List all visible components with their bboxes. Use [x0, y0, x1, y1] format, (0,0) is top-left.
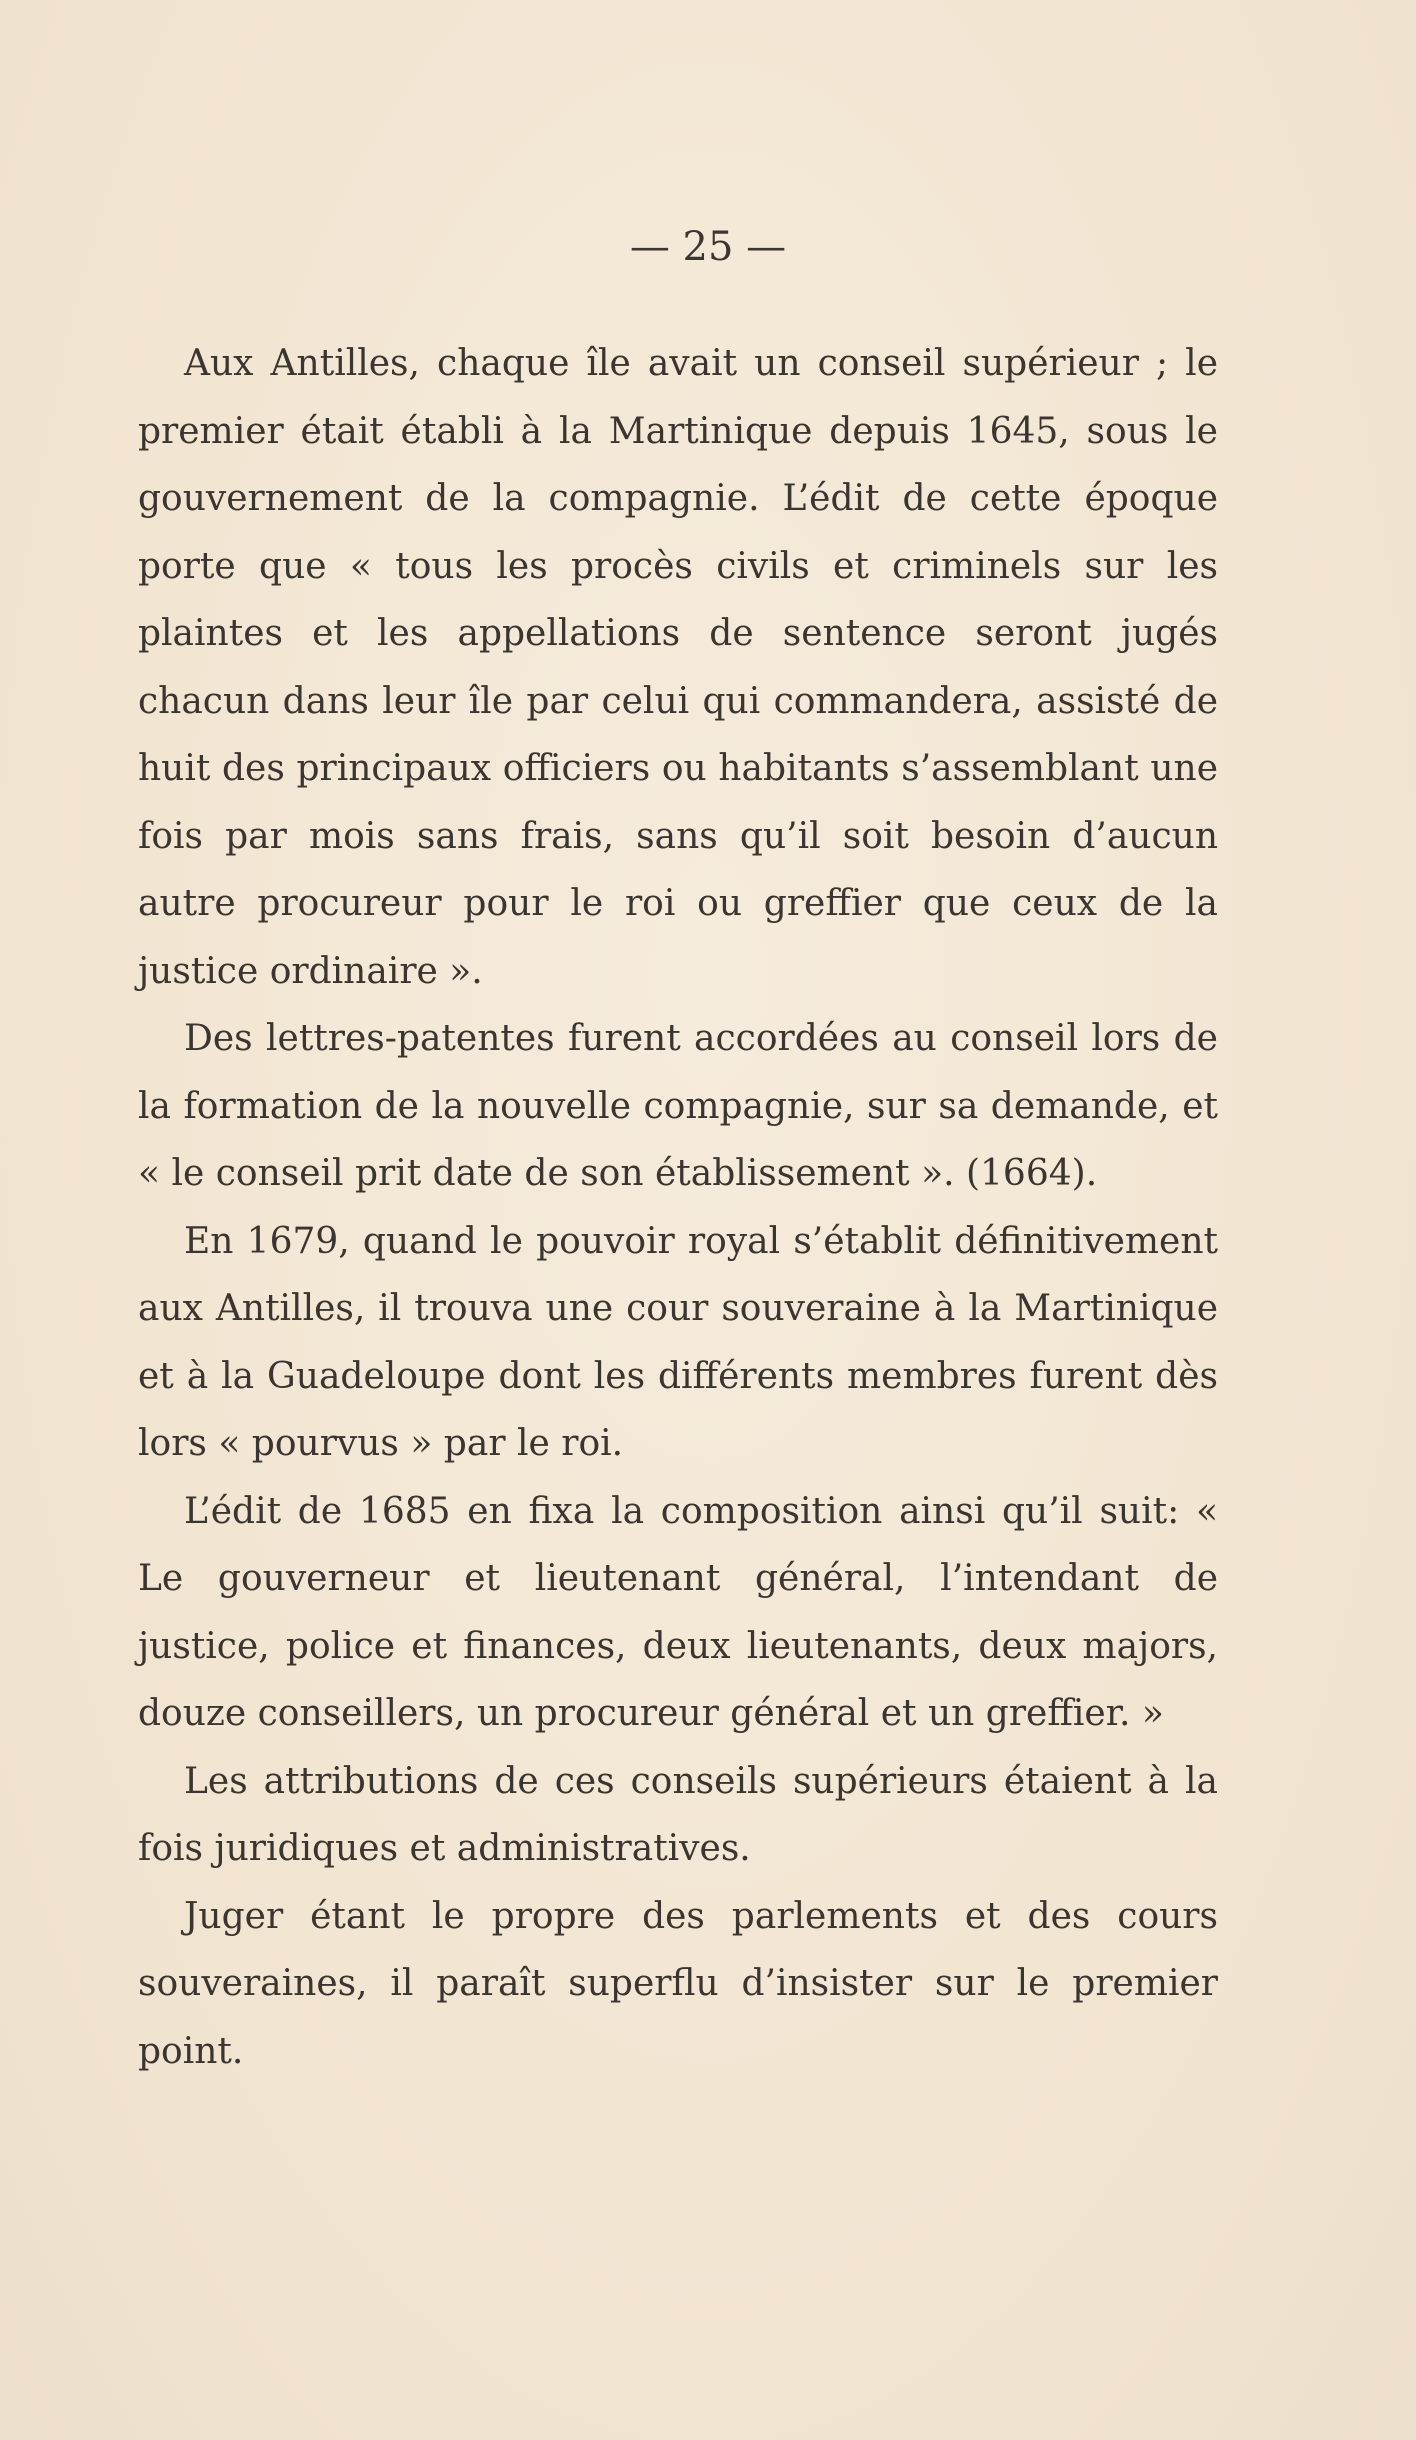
- paragraph-6: Juger étant le propre des parlements et des cours souveraines, il paraît superflu d’insister sur le premier point.: [138, 1895, 1218, 2072]
- paragraph-4: L’édit de 1685 en fixa la composition ainsi qu’il suit: « Le gouverneur et lieutenant général, l’intendant de justice, police et finances, deux lieutenants, deux majors, douze conseillers, un procureur général et un greffier. »: [138, 1490, 1218, 1734]
- paragraph-3: En 1679, quand le pouvoir royal s’établit définitivement aux Antilles, il trouva une cour souveraine à la Martinique et à la Guadeloupe dont les différents membres furent dès lors « pourvus » par le roi.: [138, 1220, 1218, 1464]
- paragraph-5: Les attributions de ces conseils supérieurs étaient à la fois juridiques et administratives.: [138, 1760, 1218, 1869]
- body-text: [138, 330, 1218, 2085]
- paragraph-2: Des lettres-patentes furent accordées au conseil lors de la formation de la nouvelle compagnie, sur sa demande, et « le conseil prit date de son établissement ». (1664).: [138, 1018, 1218, 1194]
- paragraph-1: Aux Antilles, chaque île avait un conseil supérieur ; le premier était établi à la Martinique depuis 1645, sous le gouvernement de la compagnie. L’édit de cette époque porte que « tous les procès civils et criminels sur les plaintes et les appellations de sentence seront jugés chacun dans leur île par celui qui commandera, assisté de huit des principaux officiers ou habitants s’assemblant une fois par mois sans frais, sans qu’il soit besoin d’aucun autre procureur pour le roi ou greffier que ceux de la justice ordinaire ».: [138, 343, 1218, 992]
- page-number: — 25 —: [629, 224, 787, 270]
